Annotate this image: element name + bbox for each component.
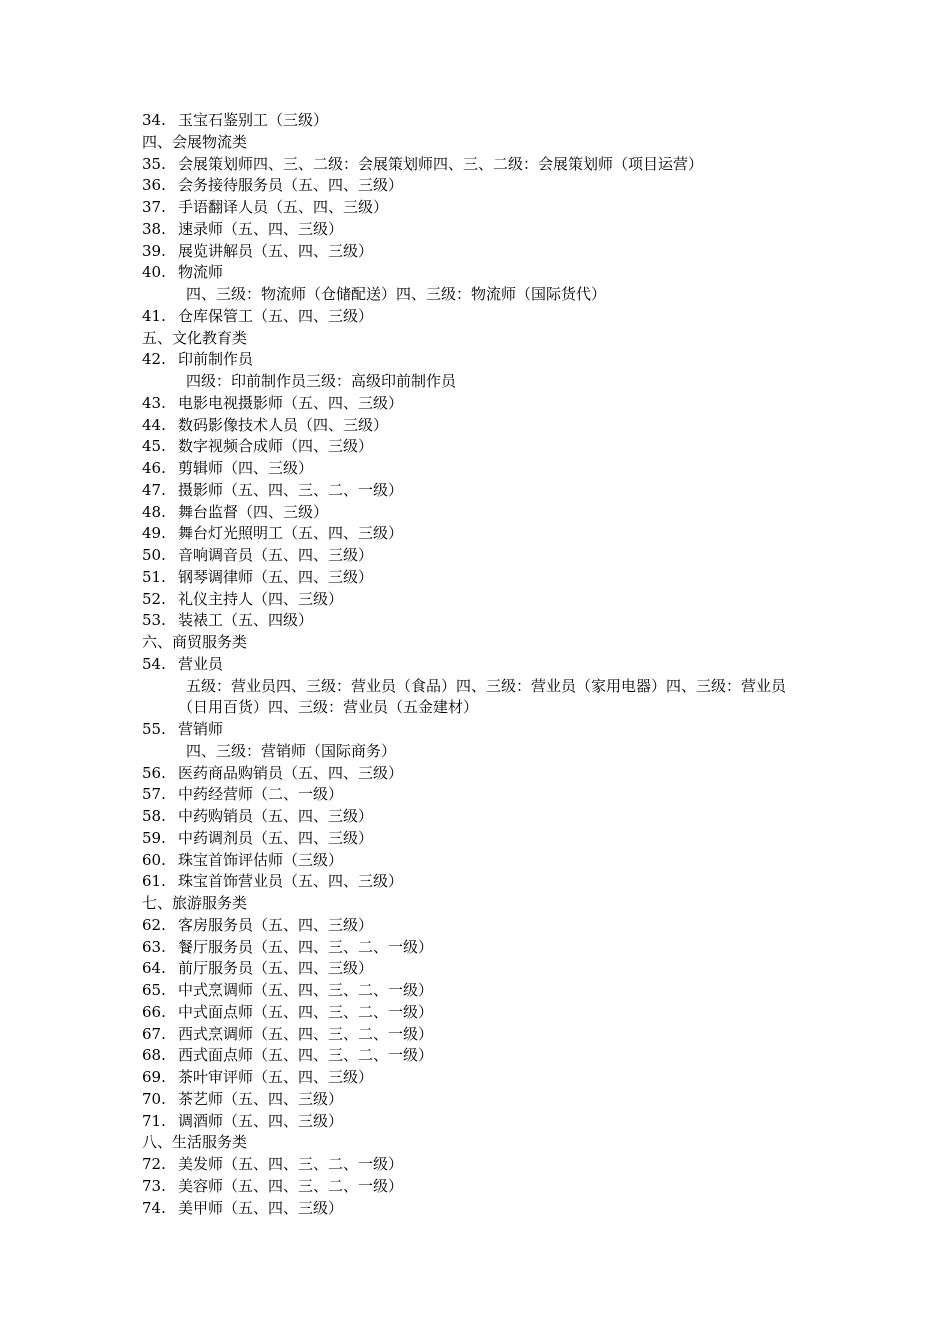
item-text: 茶艺师（五、四、三级） bbox=[178, 1089, 344, 1108]
list-item bbox=[142, 958, 870, 980]
item-number: 54. bbox=[142, 654, 166, 673]
list-item bbox=[142, 197, 870, 219]
item-number: 45. bbox=[142, 437, 166, 456]
item-text: 中式面点师（五、四、三、二、一级） bbox=[178, 1002, 434, 1021]
section-heading: 六、商贸服务类 bbox=[142, 633, 248, 651]
item-text: 手语翻译人员（五、四、三级） bbox=[178, 198, 389, 216]
list-item bbox=[142, 850, 870, 872]
item-text: 中药购销员（五、四、三级） bbox=[178, 807, 374, 825]
section-heading: 五、文化教育类 bbox=[142, 328, 248, 347]
list-item bbox=[142, 306, 870, 328]
item-number: 40. bbox=[142, 263, 166, 282]
item-text: 茶叶审评师（五、四、三级） bbox=[178, 1068, 374, 1086]
list-item bbox=[142, 784, 870, 806]
item-text: 剪辑师（四、三级） bbox=[178, 459, 314, 477]
list-item bbox=[142, 980, 870, 1002]
item-text: 电影电视摄影师（五、四、三级） bbox=[178, 393, 404, 412]
item-number: 36. bbox=[142, 176, 166, 195]
item-text: 调酒师（五、四、三级） bbox=[178, 1111, 344, 1130]
list-item bbox=[142, 262, 870, 284]
list-item bbox=[142, 654, 870, 676]
list-item bbox=[142, 480, 870, 502]
list-item bbox=[142, 110, 870, 132]
list-item bbox=[142, 610, 870, 632]
section-heading: 四、会展物流类 bbox=[142, 132, 248, 151]
item-text: 珠宝首饰营业员（五、四、三级） bbox=[178, 872, 404, 891]
item-text: 音响调音员（五、四、三级） bbox=[178, 546, 374, 564]
item-number: 52. bbox=[142, 589, 166, 608]
list-item bbox=[142, 763, 870, 785]
item-text: 美发师（五、四、三、二、一级） bbox=[178, 1155, 404, 1173]
list-item bbox=[142, 1176, 870, 1198]
item-text: 装裱工（五、四级） bbox=[178, 611, 314, 630]
item-detail: 四、三级：物流师（仓储配送）四、三级：物流师（国际货代） bbox=[186, 285, 607, 303]
list-item bbox=[142, 589, 870, 611]
item-detail: 四级：印前制作员三级：高级印前制作员 bbox=[186, 372, 457, 390]
list-item bbox=[142, 1067, 870, 1089]
item-number: 62. bbox=[142, 915, 166, 934]
item-number: 37. bbox=[142, 198, 166, 216]
document-body bbox=[142, 110, 870, 1219]
item-number: 51. bbox=[142, 567, 166, 586]
list-item bbox=[142, 1002, 870, 1024]
list-item bbox=[142, 219, 870, 241]
item-text: 舞台监督（四、三级） bbox=[178, 502, 329, 521]
item-text: 仓库保管工（五、四、三级） bbox=[178, 306, 374, 325]
item-number: 50. bbox=[142, 546, 166, 564]
item-number: 44. bbox=[142, 415, 166, 434]
list-item bbox=[142, 828, 870, 850]
item-number: 55. bbox=[142, 720, 166, 738]
list-item bbox=[142, 241, 870, 263]
item-text: 西式面点师（五、四、三、二、一级） bbox=[178, 1046, 434, 1065]
item-text: 舞台灯光照明工（五、四、三级） bbox=[178, 524, 404, 543]
item-text: 礼仪主持人（四、三级） bbox=[178, 589, 344, 608]
item-text: 营业员 bbox=[178, 654, 224, 673]
list-item bbox=[142, 871, 870, 893]
list-item bbox=[142, 415, 870, 437]
list-item bbox=[142, 393, 870, 415]
item-number: 38. bbox=[142, 219, 166, 238]
item-number: 63. bbox=[142, 937, 166, 956]
item-number: 60. bbox=[142, 850, 166, 869]
item-text: 中药调剂员（五、四、三级） bbox=[178, 828, 374, 847]
item-number: 43. bbox=[142, 393, 166, 412]
item-number: 47. bbox=[142, 480, 166, 499]
item-text: 钢琴调律师（五、四、三级） bbox=[178, 567, 374, 586]
item-number: 71. bbox=[142, 1111, 166, 1130]
item-text: 前厅服务员（五、四、三级） bbox=[178, 959, 374, 978]
list-item bbox=[142, 937, 870, 959]
list-item bbox=[142, 1045, 870, 1067]
item-number: 57. bbox=[142, 785, 166, 804]
item-detail: （日用百货）四、三级：营业员（五金建材） bbox=[178, 698, 479, 717]
item-text: 美容师（五、四、三、二、一级） bbox=[178, 1176, 404, 1195]
item-number: 72. bbox=[142, 1155, 166, 1173]
item-number: 39. bbox=[142, 241, 166, 260]
item-text: 玉宝石鉴别工（三级） bbox=[178, 111, 329, 129]
item-text: 摄影师（五、四、三、二、一级） bbox=[178, 480, 404, 499]
list-item bbox=[142, 915, 870, 937]
item-text: 营销师 bbox=[178, 720, 224, 738]
list-item bbox=[142, 567, 870, 589]
item-number: 64. bbox=[142, 959, 166, 978]
list-item bbox=[142, 545, 870, 567]
item-number: 58. bbox=[142, 807, 166, 825]
item-number: 66. bbox=[142, 1002, 166, 1021]
item-text: 客房服务员（五、四、三级） bbox=[178, 915, 374, 934]
item-text: 中式烹调师（五、四、三、二、一级） bbox=[178, 981, 434, 999]
item-text: 速录师（五、四、三级） bbox=[178, 219, 344, 238]
item-text: 美甲师（五、四、三级） bbox=[178, 1198, 344, 1217]
item-number: 65. bbox=[142, 981, 166, 999]
item-number: 49. bbox=[142, 524, 166, 543]
item-number: 74. bbox=[142, 1198, 166, 1217]
section-heading: 七、旅游服务类 bbox=[142, 894, 248, 912]
item-text: 餐厅服务员（五、四、三、二、一级） bbox=[178, 937, 434, 956]
item-number: 34. bbox=[142, 111, 166, 129]
item-number: 73. bbox=[142, 1176, 166, 1195]
item-number: 70. bbox=[142, 1089, 166, 1108]
item-number: 46. bbox=[142, 459, 166, 477]
list-item bbox=[142, 1089, 870, 1111]
list-item bbox=[142, 502, 870, 524]
list-item bbox=[142, 154, 870, 176]
item-number: 35. bbox=[142, 154, 166, 173]
item-text: 中药经营师（二、一级） bbox=[178, 785, 344, 804]
item-text: 展览讲解员（五、四、三级） bbox=[178, 241, 374, 260]
item-number: 61. bbox=[142, 872, 166, 891]
list-item bbox=[142, 175, 870, 197]
item-text: 珠宝首饰评估师（三级） bbox=[178, 850, 344, 869]
list-item bbox=[142, 523, 870, 545]
list-item bbox=[142, 1024, 870, 1046]
item-text: 会务接待服务员（五、四、三级） bbox=[178, 176, 404, 195]
item-number: 68. bbox=[142, 1046, 166, 1065]
item-detail: 四、三级：营销师（国际商务） bbox=[186, 741, 397, 760]
item-number: 67. bbox=[142, 1024, 166, 1043]
item-text: 医药商品购销员（五、四、三级） bbox=[178, 763, 404, 782]
item-text: 西式烹调师（五、四、三、二、一级） bbox=[178, 1024, 434, 1043]
item-number: 41. bbox=[142, 306, 166, 325]
list-item bbox=[142, 349, 870, 371]
item-text: 数字视频合成师（四、三级） bbox=[178, 437, 374, 456]
list-item bbox=[142, 1198, 870, 1220]
list-item bbox=[142, 458, 870, 480]
item-number: 53. bbox=[142, 611, 166, 630]
item-number: 59. bbox=[142, 828, 166, 847]
item-detail: 五级：营业员四、三级：营业员（食品）四、三级：营业员（家用电器）四、三级：营业员 bbox=[186, 676, 787, 695]
item-number: 56. bbox=[142, 763, 166, 782]
list-item bbox=[142, 1111, 870, 1133]
list-item bbox=[142, 719, 870, 741]
item-number: 42. bbox=[142, 350, 166, 369]
item-text: 会展策划师四、三、二级：会展策划师四、三、二级：会展策划师（项目运营） bbox=[178, 154, 704, 173]
list-item bbox=[142, 1154, 870, 1176]
item-text: 印前制作员 bbox=[178, 350, 254, 369]
item-text: 物流师 bbox=[178, 263, 224, 282]
list-item bbox=[142, 806, 870, 828]
item-number: 69. bbox=[142, 1068, 166, 1086]
section-heading: 八、生活服务类 bbox=[142, 1133, 248, 1152]
item-text: 数码影像技术人员（四、三级） bbox=[178, 415, 389, 434]
list-item bbox=[142, 436, 870, 458]
item-number: 48. bbox=[142, 502, 166, 521]
